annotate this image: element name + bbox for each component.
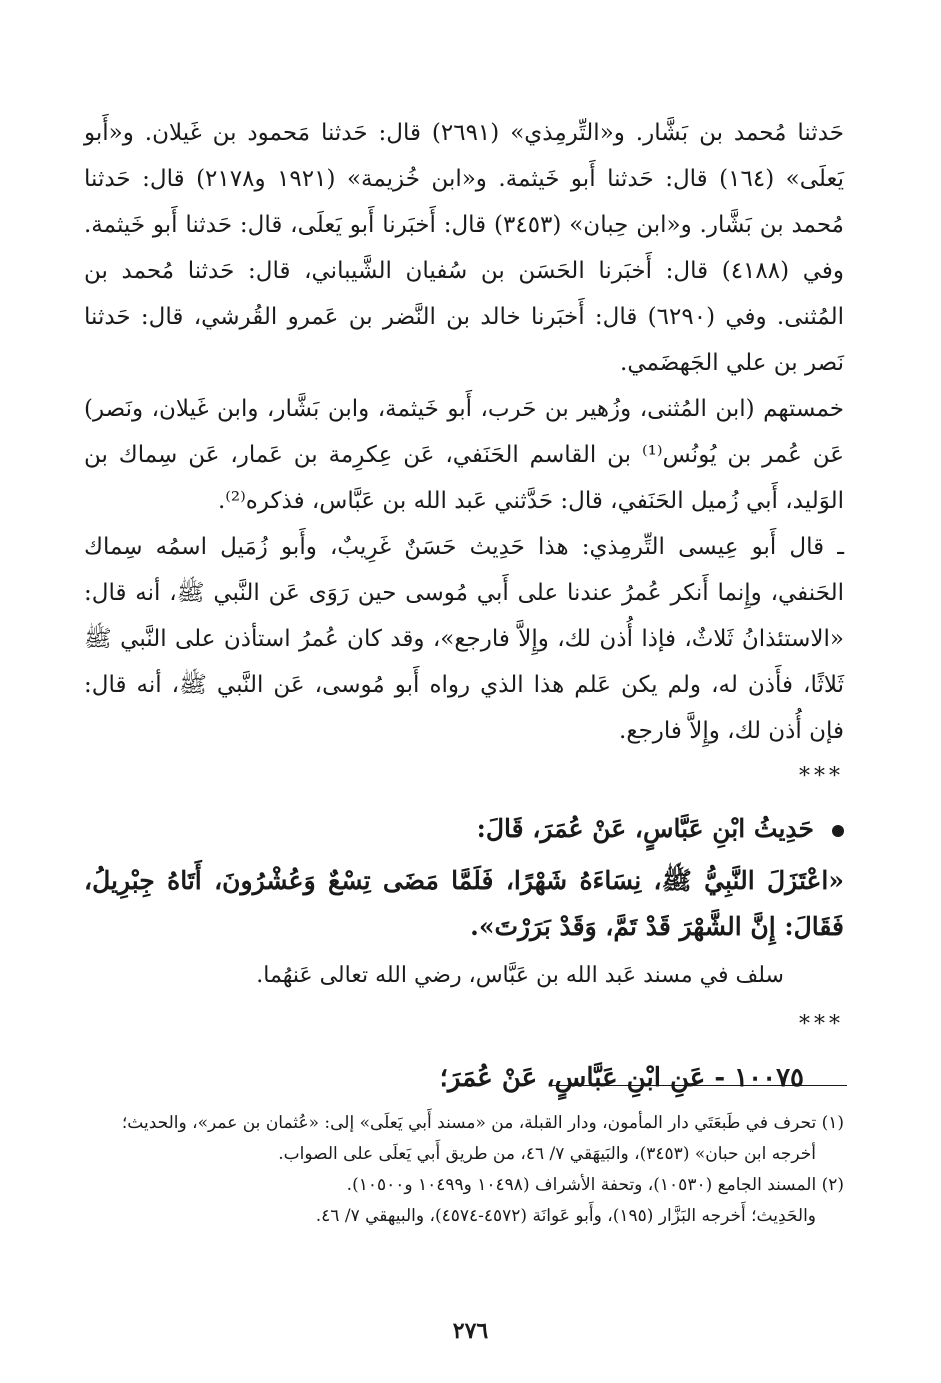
main-text: [84, 110, 844, 1108]
hadith-heading: [84, 800, 844, 858]
hadith-text: «اعْتَزَلَ النَّبِيُّ ﷺ، نِسَاءَهُ شَهْرًا، فَلَمَّا مَضَى تِسْعٌ وَعُشْرُونَ، أَتَاهُ جِبْرِيلُ، فَقَالَ: إِنَّ الشَّهْرَ قَدْ تَمَّ، وَقَدْ بَرَرْتَ».: [84, 866, 844, 941]
tirmidhi-comment-paragraph: ـ قال أَبو عِيسى التِّرمِذي: هذا حَدِيث حَسَنٌ غَرِيبٌ، وأَبو زُمَيل اسمُه سِماك الحَنفي، وإِنما أَنكر عُمرُ عندنا على أَبي مُوسى حين رَوَى عَن النَّبي ﷺ، أنه قال: «الاستئذانُ ثَلاثٌ، فإذا أُذن لك، وإِلاَّ فارجع»، وقد كان عُمرُ استأذن على النَّبي ﷺ ثَلاثًا، فأَذن له، ولم يكن عَلم هذا الذي رواه أَبو مُوسى، عَن النَّبي ﷺ، أنه قال: فإن أُذن لك، وإِلاَّ فارجع.: [84, 534, 844, 744]
chain-paragraph: خمستهم (ابن المُثنى، وزُهير بن حَرب، أَبو خَيثمة، وابن بَشَّار، وابن غَيلان، ونَصر) عَن عُمر بن يُونُس⁽¹⁾ بن القاسم الحَنَفي، عَن عِكرِمة بن عَمار، عَن سِماك بن الوَليد، أَبي زُميل الحَنَفي، قال: حَدَّثني عَبد الله بن عَبَّاس، فذكره⁽²⁾.: [84, 396, 844, 514]
footnote-1-line-2: أخرجه ابن حبان» (٣٤٥٣)، والبَيهَقي ٧/ ٤٦، من طريق أَبي يَعلَى على الصواب.: [278, 1144, 816, 1164]
footnote-1-line-1: (١) تحرف في طَبعَتَي دار المأمون، ودار القبلة، من «مسند أَبي يَعلَى» إلى: «عُثمان بن عمر»، والحديث؛: [121, 1113, 844, 1133]
isnad-paragraph: حَدثنا مُحمد بن بَشَّار. و«التِّرمِذي» (٢٦٩١) قال: حَدثنا مَحمود بن غَيلان. و«أَبو يَعلَى» (١٦٤) قال: حَدثنا أَبو خَيثمة. و«ابن خُزيمة» (١٩٢١ و٢١٧٨) قال: حَدثنا مُحمد بن بَشَّار. و«ابن حِبان» (٣٤٥٣) قال: أَخبَرنا أَبو يَعلَى، قال: حَدثنا أَبو خَيثمة. وفي (٤١٨٨) قال: أَخبَرنا الحَسَن بن سُفيان الشَّيباني، قال: حَدثنا مُحمد بن المُثنى. وفي (٦٢٩٠) قال: أَخبَرنا خالد بن النَّضر بن عَمرو القُرشي، قال: حَدثنا نَصر بن علي الجَهضَمي.: [84, 120, 845, 376]
footnote-2-line-1: (٢) المسند الجامع (١٠٥٣٠)، وتحفة الأشراف (١٠٤٩٨ و١٠٤٩٩ و١٠٥٠٠).: [346, 1175, 844, 1195]
bullet-icon: [832, 825, 844, 837]
section-separator: ***: [799, 764, 844, 789]
section-separator-2: ***: [799, 1012, 844, 1037]
numbered-hadith-heading: ١٠٠٧٥ - عَنِ ابْنِ عَبَّاسٍ، عَنْ عُمَرَ؛: [439, 1063, 804, 1093]
footnote-2-line-2: والحَدِيث؛ أَخرجه البَزَّار (١٩٥)، وأَبو عَوانَة (٤٥٧٢-٤٥٧٤)، والبيهقي ٧/ ٤٦.: [315, 1206, 816, 1226]
hadith-heading-text: حَدِيثُ ابْنِ عَبَّاسٍ، عَنْ عُمَرَ، قَالَ:: [476, 814, 814, 843]
page-number: ٢٧٦: [452, 1318, 489, 1344]
footnote-divider: [552, 1085, 847, 1086]
footnotes: [84, 1108, 844, 1232]
cross-reference: سلف في مسند عَبد الله بن عَبَّاس، رضي الله تعالى عَنهُما.: [256, 963, 784, 988]
